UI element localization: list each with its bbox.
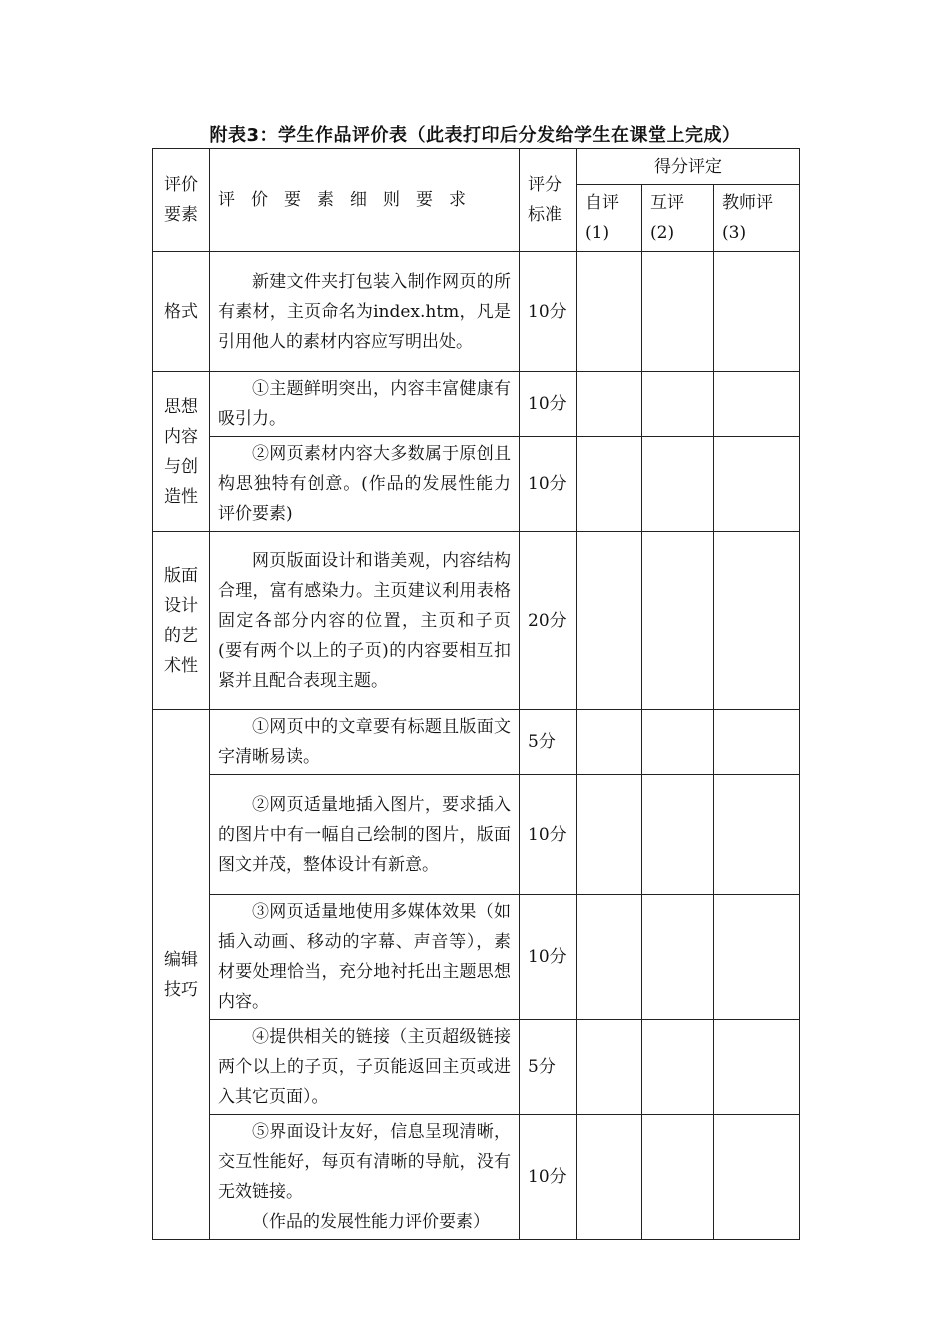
header-requirement: 评价要素细则要求: [210, 149, 520, 252]
row-category: 思想内容与创造性: [153, 372, 210, 532]
peer-eval-cell[interactable]: [642, 437, 714, 532]
row-score: 20分: [520, 532, 577, 710]
table-row: [153, 372, 800, 437]
table-row: [153, 895, 800, 1020]
page-title: 附表3：学生作品评价表（此表打印后分发给学生在课堂上完成）: [209, 125, 741, 146]
row-requirement: ②网页适量地插入图片，要求插入的图片中有一幅自己绘制的图片，版面图文并茂，整体设计有新意。: [210, 775, 520, 895]
teacher-eval-cell[interactable]: [714, 437, 800, 532]
row-requirement: ①主题鲜明突出，内容丰富健康有吸引力。: [210, 372, 520, 437]
row-requirement-note: （作品的发展性能力评价要素）: [252, 1212, 490, 1232]
peer-eval-cell[interactable]: [642, 710, 714, 775]
header-self-eval: 自评(1): [577, 185, 642, 252]
self-eval-cell[interactable]: [577, 437, 642, 532]
peer-eval-cell[interactable]: [642, 252, 714, 372]
peer-eval-cell[interactable]: [642, 895, 714, 1020]
peer-eval-cell[interactable]: [642, 1115, 714, 1240]
peer-eval-cell[interactable]: [642, 532, 714, 710]
table-row: [153, 252, 800, 372]
row-requirement: [210, 1115, 520, 1240]
row-requirement: 网页版面设计和谐美观，内容结构合理，富有感染力。主页建议利用表格固定各部分内容的位置，主页和子页(要有两个以上的子页)的内容要相互扣紧并且配合表现主题。: [210, 532, 520, 710]
teacher-eval-cell[interactable]: [714, 1115, 800, 1240]
row-score: 10分: [520, 775, 577, 895]
teacher-eval-cell[interactable]: [714, 372, 800, 437]
teacher-eval-cell[interactable]: [714, 252, 800, 372]
evaluation-table: [152, 148, 800, 1240]
self-eval-cell[interactable]: [577, 895, 642, 1020]
teacher-eval-cell[interactable]: [714, 532, 800, 710]
teacher-eval-cell[interactable]: [714, 710, 800, 775]
self-eval-cell[interactable]: [577, 252, 642, 372]
table-row: [153, 532, 800, 710]
row-score: 10分: [520, 437, 577, 532]
header-category: 评价要素: [153, 149, 210, 252]
row-category: 版面设计的艺术性: [153, 532, 210, 710]
header-teacher-eval: 教师评(3): [714, 185, 800, 252]
header-standard: 评分标准: [520, 149, 577, 252]
row-requirement: ③网页适量地使用多媒体效果（如插入动画、移动的字幕、声音等），素材要处理恰当，充分地衬托出主题思想内容。: [210, 895, 520, 1020]
row-requirement: 新建文件夹打包装入制作网页的所有素材，主页命名为index.htm，凡是引用他人的素材内容应写明出处。: [210, 252, 520, 372]
row-category: 格式: [153, 252, 210, 372]
header-peer-eval: 互评(2): [642, 185, 714, 252]
teacher-eval-cell[interactable]: [714, 895, 800, 1020]
row-score: 5分: [520, 710, 577, 775]
self-eval-cell[interactable]: [577, 372, 642, 437]
self-eval-cell[interactable]: [577, 1020, 642, 1115]
self-eval-cell[interactable]: [577, 710, 642, 775]
peer-eval-cell[interactable]: [642, 1020, 714, 1115]
self-eval-cell[interactable]: [577, 775, 642, 895]
peer-eval-cell[interactable]: [642, 372, 714, 437]
peer-eval-cell[interactable]: [642, 775, 714, 895]
table-row: [153, 710, 800, 775]
teacher-eval-cell[interactable]: [714, 1020, 800, 1115]
row-category: 编辑技巧: [153, 710, 210, 1240]
row-score: 10分: [520, 1115, 577, 1240]
table-row: [153, 775, 800, 895]
table-row: [153, 1115, 800, 1240]
self-eval-cell[interactable]: [577, 532, 642, 710]
row-requirement: ④提供相关的链接（主页超级链接两个以上的子页，子页能返回主页或进入其它页面）。: [210, 1020, 520, 1115]
table-row: [153, 1020, 800, 1115]
teacher-eval-cell[interactable]: [714, 775, 800, 895]
row-score: 10分: [520, 372, 577, 437]
self-eval-cell[interactable]: [577, 1115, 642, 1240]
row-score: 10分: [520, 252, 577, 372]
row-requirement: ①网页中的文章要有标题且版面文字清晰易读。: [210, 710, 520, 775]
row-requirement: ②网页素材内容大多数属于原创且构思独特有创意。(作品的发展性能力评价要素): [210, 437, 520, 532]
row-score: 5分: [520, 1020, 577, 1115]
table-row: [153, 437, 800, 532]
row-score: 10分: [520, 895, 577, 1020]
row-requirement-text: ⑤界面设计友好，信息呈现清晰，交互性能好，每页有清晰的导航，没有无效链接。: [218, 1122, 511, 1202]
header-score-group: 得分评定: [577, 149, 800, 185]
